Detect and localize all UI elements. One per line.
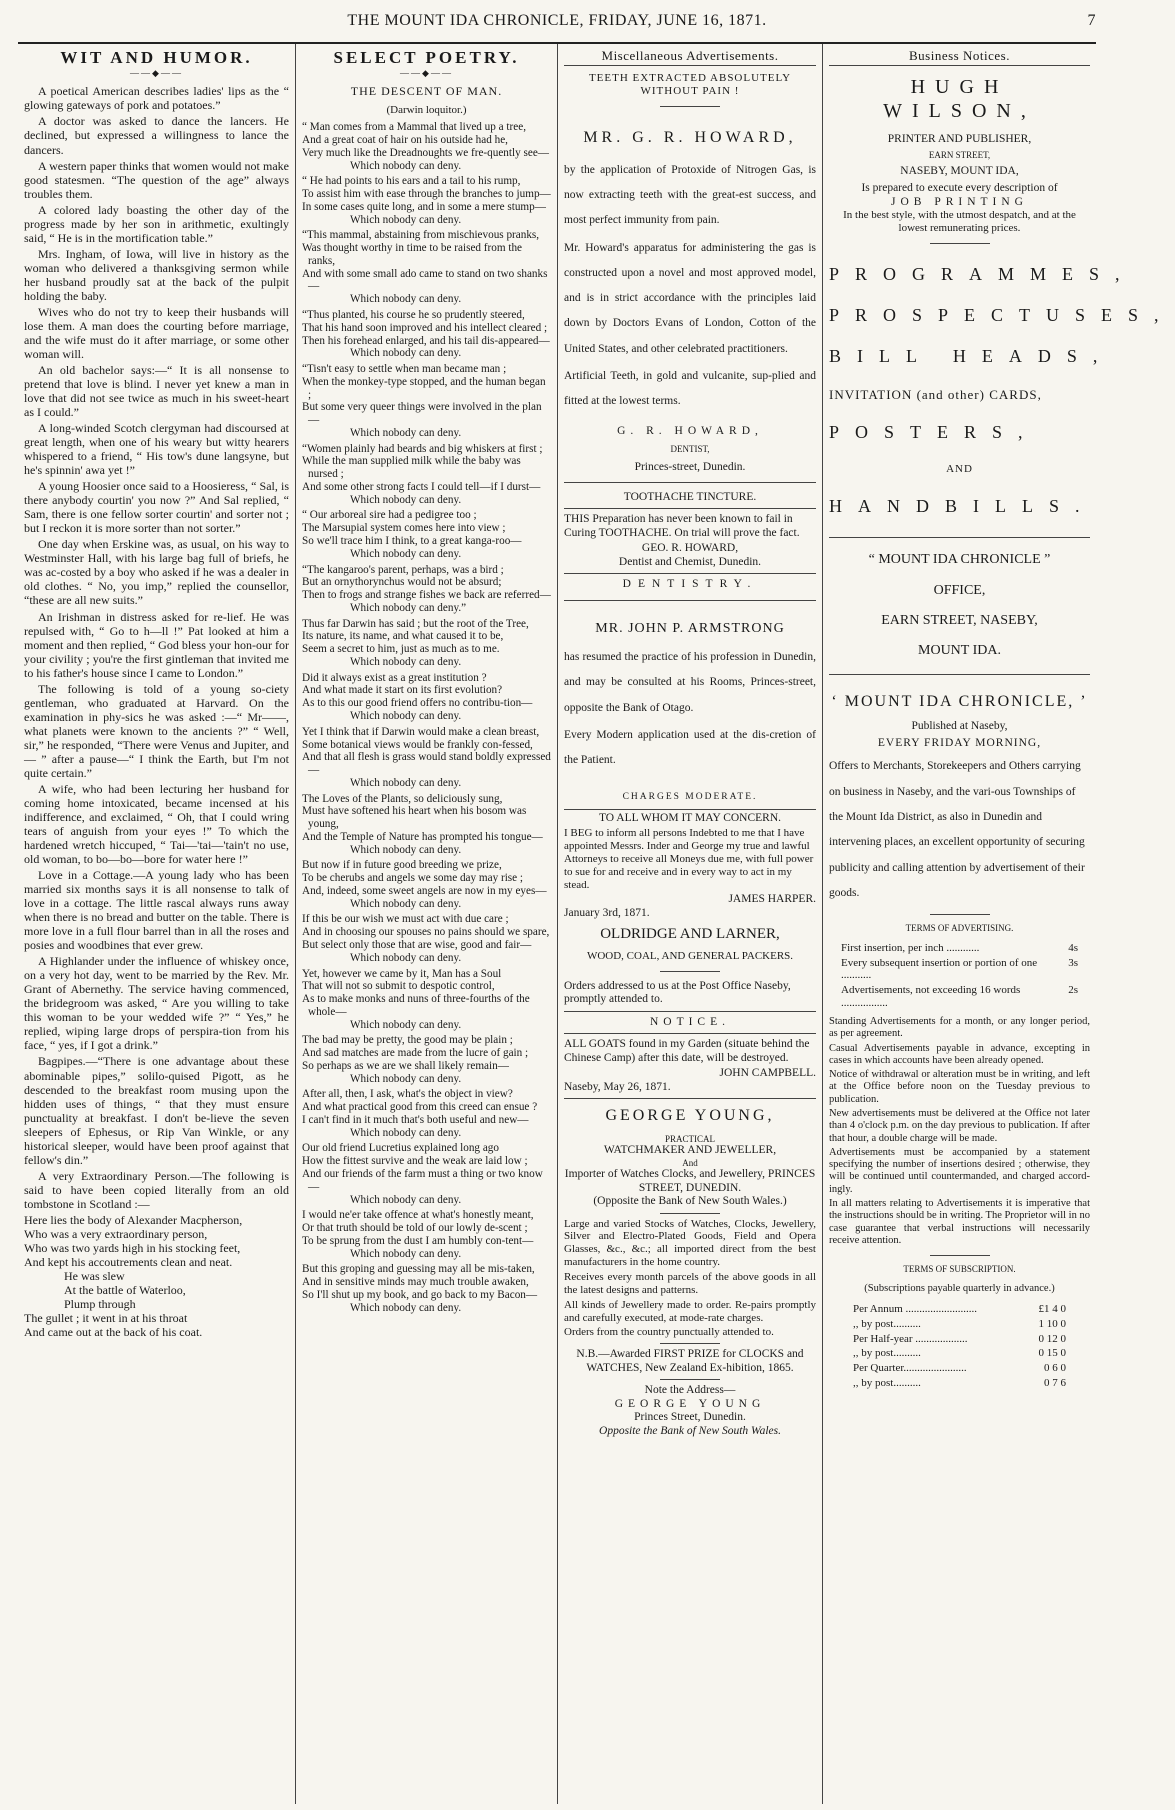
poem-refrain: Which nobody can deny.	[350, 1247, 462, 1260]
poem-stanza	[302, 363, 551, 440]
wit-heading: WIT AND HUMOR.	[60, 48, 253, 67]
poem-stanza	[302, 1088, 551, 1139]
howard-advertisement	[564, 158, 816, 415]
poem-stanza	[302, 1209, 551, 1260]
wit-column	[18, 44, 296, 1804]
wit-paragraph: A poetical American describes ladies' lips as the “ glowing gateways of pork and potatoes.”	[24, 84, 289, 113]
advertising-rate	[841, 984, 1078, 1010]
wit-paragraph: A western paper thinks that women would not make good statesmen. “The question of the age” always troubles them.	[24, 158, 289, 201]
howard-paragraph: Mr. Howard's apparatus for administering the gas is constructed upon a novel and most approved model, and is in strict accordance with the principles laid down by Doctors Evans of London, Cotton of the United States, and other celebrated practitioners.	[564, 241, 816, 355]
subscription-rate-price: 0 12 0	[1038, 1332, 1066, 1345]
poem-line: To assist him with ease through the branches to jump—	[302, 188, 551, 201]
poem-refrain: Which nobody can deny.	[350, 655, 462, 668]
printing-line: PROSPECTUSES,	[829, 305, 1175, 326]
poem-line: But now if in future good breeding we prize,	[302, 859, 502, 872]
notice-date: Naseby, May 26, 1871.	[564, 1080, 671, 1093]
poem-stanza	[302, 913, 551, 964]
poem-refrain: Which nobody can deny.	[350, 293, 462, 306]
poem-line: And in sensitive minds may much trouble awaken,	[302, 1276, 529, 1289]
poem-refrain: Which nobody can deny.	[350, 426, 462, 439]
notice-signature: JOHN CAMPBELL.	[719, 1067, 816, 1080]
young-paragraph: Large and varied Stocks of Watches, Clocks, Jewellery, Silver and Electro-Plated Goods, Field and Opera Glasses, &c., &c.; all imported direct from the best manufacturers in the home country.	[564, 1217, 816, 1269]
poem-line: I would ne'er take offence at what's honestly meant,	[302, 1209, 534, 1222]
poem-stanza	[302, 1263, 551, 1314]
poem-line: Yet I think that if Darwin would make a clean breast,	[302, 725, 540, 738]
poem-subtitle: (Darwin loquitor.)	[386, 104, 467, 117]
office-word: OFFICE,	[933, 582, 986, 598]
divider	[660, 1343, 720, 1344]
printing-line: BILL HEADS,	[829, 346, 1114, 367]
poem-line: “ Man comes from a Mammal that lived up a tree,	[302, 121, 526, 134]
poem-line: “ He had points to his ears and a tail to his rump,	[302, 175, 521, 188]
wit-paragraph: A Highlander under the influence of whiskey once, on a very hot day, went to be married by the Rev. Mr. Grant of Abernethy. The service having commenced, the bridegroom was asked, “ Are you willing to take this woman to be your wedded wife ?” “ Yes,” he replied, wiping large drops of perspira-tion from his face, “ yes, if I got a drink.”	[24, 954, 289, 1053]
divider	[660, 971, 720, 972]
poem-line: Must have softened his heart when his bosom was young,	[302, 805, 527, 831]
epitaph-line: And kept his accoutrements clean and neat.	[24, 1254, 233, 1269]
subscription-rate-label: Per Quarter.......................	[853, 1362, 967, 1375]
advertising-rate-label: Every subsequent insertion or portion of one ...........	[841, 956, 1038, 982]
poem-line: So perhaps as we are we shall likely remain—	[302, 1059, 509, 1072]
armstrong-advertisement	[564, 645, 816, 773]
wilson-street: EARN STREET,	[928, 150, 991, 161]
young-signature: GEORGE YOUNG	[614, 1397, 766, 1410]
office-town: MOUNT IDA.	[918, 643, 1001, 659]
poem-line: “The kangaroo's parent, perhaps, was a bird ;	[302, 563, 504, 576]
business-heading: Business Notices.	[909, 48, 1010, 63]
terms-paragraph: Advertisements must be accompanied by a statement specifying the number of insertions desired ; otherwise, they will be continued until countermanded, and charged accord-ingly.	[829, 1146, 1090, 1195]
poem-line: While the man supplied milk while the baby was nursed ;	[302, 455, 521, 481]
howard-title: DENTIST,	[670, 444, 710, 455]
wit-paragraph: Wives who do not try to keep their husbands will lose them. A man does the courting before marriage, and the wife must do it after marriage, or some other woman will.	[24, 304, 289, 361]
wit-paragraph: A colored lady boasting the other day of the progress made by her son in arithmetic, exultingly said, “ He is in the mortification table.”	[24, 202, 289, 245]
divider	[930, 1255, 990, 1256]
chronicle-published: Published at Naseby,	[911, 719, 1008, 732]
poem-line: Its nature, its name, and what caused it to be,	[302, 630, 504, 643]
charges-moderate: CHARGES MODERATE.	[622, 791, 758, 802]
howard-address: Princes-street, Dunedin.	[634, 460, 746, 473]
business-column	[823, 44, 1175, 1804]
poem-refrain: Which nobody can deny.	[350, 213, 462, 226]
subscription-rate-label: Per Half-year ...................	[853, 1332, 968, 1345]
epitaph-line: Who was a very extraordinary person,	[24, 1226, 208, 1241]
armstrong-name: MR. JOHN P. ARMSTRONG	[595, 620, 785, 636]
poem-line: The Loves of the Plants, so deliciously sung,	[302, 792, 503, 805]
howard-paragraph: Artificial Teeth, in gold and vulcanite, sup-plied and fitted at the lowest terms.	[564, 370, 816, 408]
poem-line: “Women plainly had beards and big whiskers at first ;	[302, 442, 543, 455]
masthead	[18, 0, 1096, 44]
poem-stanza	[302, 618, 551, 669]
young-paragraph: Receives every month parcels of the above goods in all the latest designs and patterns.	[564, 1270, 816, 1296]
wit-paragraph: A very Extraordinary Person.—The following is said to have been copied literally from an old tombstone in Scotland :—	[24, 1168, 289, 1211]
poem-stanza	[302, 726, 551, 790]
dentistry-headline: DENTISTRY.	[622, 578, 758, 591]
divider	[564, 573, 816, 574]
epitaph-line: And came out at the back of his coat.	[24, 1325, 203, 1340]
young-address: Princes Street, Dunedin.	[634, 1411, 746, 1424]
poem-line: Then to frogs and strange fishes we back are referred—	[302, 589, 551, 602]
poem-stanza	[302, 175, 551, 226]
wit-paragraph: A long-winded Scotch clergyman had discoursed at great length, when one of his weary but witty hearers whispered to a friend, “ His tow's dune langsyne, but he's spinnin' awa yet !”	[24, 421, 289, 478]
poem-line: Our old friend Lucretius explained long ago	[302, 1142, 499, 1155]
poetry-column	[296, 44, 558, 1804]
masthead-title: THE MOUNT IDA CHRONICLE, FRIDAY, JUNE 16, 1871.	[347, 12, 767, 29]
young-title: (Opposite the Bank of New South Wales.)	[593, 1195, 787, 1208]
subscription-rate-label: ,, by post..........	[853, 1317, 921, 1330]
poem-refrain: Which nobody can deny.	[350, 843, 462, 856]
poem-line: The bad may be pretty, the good may be plain ;	[302, 1034, 513, 1047]
poem-line: But an ornythorynchus would not be absurd;	[302, 576, 502, 589]
advertising-rate	[841, 942, 1078, 955]
office-name: “ MOUNT IDA CHRONICLE ”	[868, 552, 1051, 568]
notice-headline: NOTICE.	[649, 1015, 731, 1028]
terms-paragraphs	[829, 1016, 1090, 1247]
wit-paragraph: A doctor was asked to dance the lancers. He declined, but expressed a willingness to lance the dancers.	[24, 114, 289, 157]
divider	[564, 1098, 816, 1099]
poem-line: Some botanical views would be frankly con-fessed,	[302, 738, 533, 751]
printing-line: HANDBILLS.	[829, 496, 1096, 517]
poem-stanza	[302, 229, 551, 306]
poem-stanza	[302, 564, 551, 615]
ornament-divider: ——◆——	[130, 67, 183, 78]
epitaph	[24, 1213, 289, 1339]
young-paragraph: All kinds of Jewellery made to order. Re-pairs promptly and carefully executed, at mode-rate charges.	[564, 1298, 816, 1324]
poem-line: “Thus planted, his course he so prudently steered,	[302, 309, 525, 321]
wit-paragraph: Mrs. Ingham, of Iowa, will live in history as the woman who delivered a thanksgiving sermon while her husband proudly sat at the back of the pulpit holding the baby.	[24, 246, 289, 303]
divider	[660, 1213, 720, 1214]
wit-paragraph: One day when Erskine was, as usual, on his way to Westminster Hall, with his large bag full of briefs, he was ac-costed by a boy who asked if he was a dealer in old clothes. “ No, you imp,” replied the counsellor, “these are all new suits.”	[24, 537, 289, 608]
poem-refrain: Which nobody can deny.	[350, 1018, 462, 1031]
poem-stanza	[302, 509, 551, 560]
advertising-rate	[841, 957, 1078, 983]
divider	[660, 106, 720, 107]
poem-line: And with some small ado came to stand on two shanks—	[302, 267, 548, 293]
poem-line: And what practical good from this creed can ensue ?	[302, 1101, 538, 1114]
terms-paragraph: In all matters relating to Advertisements it is imperative that the instructions should be in writing. The Proprietor will in no case guarantee that verbal instructions will necessarily receive attention.	[829, 1197, 1090, 1246]
wilson-town: NASEBY, MOUNT IDA,	[900, 164, 1019, 177]
wilson-name: HUGH WILSON,	[883, 76, 1036, 122]
young-title: Importer of Watches Clocks, and Jewellery, PRINCES STREET, DUNEDIN.	[564, 1168, 816, 1194]
poem-line: When the monkey-type stopped, and the human began ;	[302, 375, 546, 401]
poem-stanza	[302, 672, 551, 723]
concern-date: January 3rd, 1871.	[564, 906, 650, 919]
wilson-title: PRINTER AND PUBLISHER,	[887, 132, 1032, 145]
poem-line: As to make monks and nuns of three-fourths of the whole—	[302, 993, 530, 1018]
advertising-rate-price: 3s	[1068, 956, 1078, 969]
poem-refrain: Which nobody can deny.	[350, 1193, 462, 1206]
wilson-text2: In the best style, with the utmost despatch, and at the lowest remunerating prices.	[843, 209, 1076, 235]
oldridge-name: OLDRIDGE AND LARNER,	[600, 926, 780, 943]
poem-refrain: Which nobody can deny.	[350, 1072, 462, 1085]
poem-line: “This mammal, abstaining from mischievous pranks,	[302, 229, 540, 242]
epitaph-line: Who was two yards high in his stocking feet,	[24, 1240, 241, 1255]
young-paragraph: Orders from the country punctually attended to.	[564, 1326, 774, 1339]
young-title: WATCHMAKER AND JEWELLER,	[603, 1144, 777, 1157]
poem-stanza	[302, 859, 551, 910]
howard-name: MR. G. R. HOWARD,	[583, 128, 797, 146]
young-note: Note the Address—	[644, 1384, 736, 1397]
wit-paragraph: An Irishman in distress asked for re-lief. He was repulsed with, “ Go to h—ll !” Pat looked at him a moment and then replied, “ God bless your hon-our for your civility ; you're the first gintleman that invited me to his father's house since I came to London.”	[24, 609, 289, 680]
poem-stanza	[302, 793, 551, 857]
poem-line: Was thought worthy in time to be raised from the ranks,	[302, 242, 523, 267]
poem-stanza	[302, 1034, 551, 1085]
poem-refrain: Which nobody can deny.	[350, 709, 462, 722]
poem-stanza	[302, 968, 551, 1032]
epitaph-line: The gullet ; it went in at his throat	[24, 1311, 188, 1326]
poem-line: Very much like the Dreadnoughts we fre-quently see—	[302, 146, 549, 159]
terms-paragraph: Notice of withdrawal or alteration must be in writing, and left at the Office before noon on the Tuesday previous to publication.	[829, 1069, 1090, 1105]
advertising-rate-price: 4s	[1068, 941, 1078, 954]
terms-subscription-heading: TERMS OF SUBSCRIPTION.	[903, 1264, 1016, 1275]
poem-line: Seem a secret to him, just as much as to me.	[302, 643, 500, 656]
poem-line: After all, then, I ask, what's the object in view?	[302, 1088, 513, 1101]
subscription-rate	[853, 1333, 1066, 1346]
poem-refrain: Which nobody can deny.	[350, 897, 462, 910]
divider	[829, 537, 1090, 538]
poem-line: But this groping and guessing may all be mis-taken,	[302, 1263, 535, 1276]
poem-refrain: Which nobody can deny.	[350, 951, 462, 964]
printing-line: INVITATION (and other) CARDS,	[829, 387, 1042, 403]
tincture-signature: GEO. R. HOWARD,	[641, 542, 739, 555]
young-title: PRACTICAL	[664, 1133, 715, 1144]
poem-line: I can't find in it much that's both useful and new—	[302, 1113, 529, 1126]
young-advertisement	[564, 1218, 816, 1340]
armstrong-paragraph: Every Modern application used at the dis-cretion of the Patient.	[564, 729, 816, 767]
wit-paragraph: A wife, who had been lecturing her husband for coming home intoxicated, became incensed at his indifference, and exclaimed, “ Oh, that I could wring tears of anguish from your eyes !” To which the hardened wretch hiccuped, “ Tai—'tai—'tain't no use, old woman, to bo—bo—bore for water here !”	[24, 781, 289, 867]
subscription-rate	[853, 1303, 1066, 1316]
poem-stanza	[302, 309, 551, 360]
divider	[829, 65, 1090, 66]
tincture-subtitle: Dentist and Chemist, Dunedin.	[618, 555, 762, 568]
poem-line: And sad matches are made from the lucre of gain ;	[302, 1047, 529, 1060]
divider	[564, 809, 816, 810]
poem-line: And a great coat of hair on his outside had he,	[302, 134, 508, 147]
terms-subscription	[829, 1303, 1090, 1390]
epitaph-line: At the battle of Waterloo,	[64, 1282, 186, 1297]
subscription-rate	[853, 1347, 1066, 1360]
advertising-rate-label: Advertisements, not exceeding 16 words .................	[841, 984, 1021, 1010]
poem-line: “ Our arboreal sire had a pedigree too ;	[302, 509, 477, 522]
terms-advertising	[829, 942, 1090, 1010]
wit-paragraph: Bagpipes.—“There is one advantage about these abominable pipes,” solilo-quised Pigott, as he descended to the breakfast room musing upon the hidden uses of things, “ that they must ensure punctuality at breakfast. I don't be-lieve the seven sleepers of Ephesus, or Rip Van Winkle, or any historical sleeper, would have been proof against that fellow's din.”	[24, 1054, 289, 1167]
advertising-rate-label: First insertion, per inch ............	[841, 941, 980, 954]
poem-refrain: Which nobody can deny.	[350, 1301, 462, 1314]
poem-line: And some other strong facts I could tell—if I durst—	[302, 480, 541, 493]
subscription-rate	[853, 1377, 1066, 1390]
wit-paragraph: An old bachelor says:—“ It is all nonsense to pretend that love is blind. I never yet knew a man in love that did not see twice as much in his sweet-heart as I could.”	[24, 362, 289, 420]
poem-line: To be sprung from the dust I am humbly con-tent—	[302, 1234, 534, 1247]
poem-line: And in choosing our spouses no pains should we spare,	[302, 926, 550, 939]
subscription-rate-price: 0 6 0	[1044, 1362, 1066, 1375]
young-title: And	[682, 1157, 698, 1168]
poem-line: How the fittest survive and the weak are laid low ;	[302, 1155, 528, 1168]
poem-refrain: Which nobody can deny.”	[350, 601, 467, 614]
poem-line: That his hand soon improved and his intellect cleared ;	[302, 321, 548, 334]
teeth-headline: TEETH EXTRACTED ABSOLUTELY WITHOUT PAIN !	[588, 72, 792, 98]
poem-line: As to this our good friend offers no contribu-tion—	[302, 697, 533, 710]
poem-line: But some very queer things were involved in the plan—	[302, 401, 542, 427]
epitaph-line: He was slew	[64, 1268, 125, 1283]
poem-line: And what made it start on its first evolution?	[302, 684, 503, 697]
poem-line: That will not so submit to despotic control,	[302, 980, 495, 993]
poem-line: And, indeed, some sweet angels are now in my eyes—	[302, 884, 547, 897]
poem-line: Yet, however we came by it, Man has a Soul	[302, 967, 502, 980]
oldridge-text: Orders addressed to us at the Post Office Naseby, promptly attended to.	[564, 979, 791, 1006]
printing-line: POSTERS,	[829, 422, 1039, 443]
wit-paragraph: The following is told of a young so-ciety gentleman, who graduated at Harvard. On the examination in phy-sics he was asked :—“ Mr——, what planets were known to the ancients ?” “ Well, sir,” he responded, “There were Venus and Jupiter, and — ” after a pause—“ I think the Earth, but I'm not quite certain.”	[24, 681, 289, 780]
job-printing: JOB PRINTING	[891, 195, 1028, 208]
ornament-divider: ——◆——	[400, 67, 453, 78]
terms-paragraph: New advertisements must be delivered at the Office not later than 4 o'clock p.m. on the day previous to publication. If after that hour, a double charge will be made.	[829, 1108, 1090, 1144]
subscription-rate-price: £1 4 0	[1038, 1302, 1066, 1315]
poem-line: If this be our wish we must act with due care ;	[302, 913, 509, 926]
poem-refrain: Which nobody can deny.	[350, 776, 462, 789]
oldridge-subtitle: WOOD, COAL, AND GENERAL PACKERS.	[586, 949, 794, 962]
wit-paragraphs	[24, 84, 289, 1210]
poem-line: “Tisn't easy to settle when man became man ;	[302, 363, 507, 376]
subscription-rate-label: ,, by post..........	[853, 1347, 921, 1360]
poem-body	[302, 121, 551, 1314]
divider	[829, 674, 1090, 675]
poem-line: And the Temple of Nature has prompted his tongue—	[302, 830, 543, 843]
poem-title: THE DESCENT OF MAN.	[350, 84, 503, 99]
young-opposite: Opposite the Bank of New South Wales.	[599, 1424, 781, 1437]
armstrong-paragraph: has resumed the practice of his profession in Dunedin, and may be consulted at his Rooms, Princes-street, opposite the Bank of Otago.	[564, 651, 816, 714]
poem-line: To be cherubs and angels we some day may rise ;	[302, 872, 524, 885]
misc-heading: Miscellaneous Advertisements.	[601, 48, 779, 63]
poem-line: Did it always exist as a great institution ?	[302, 671, 487, 684]
epitaph-line: Here lies the body of Alexander Macpherson,	[24, 1212, 243, 1227]
concern-headline: TO ALL WHOM IT MAY CONCERN.	[598, 811, 782, 824]
divider	[564, 508, 816, 509]
chronicle-title: ‘ MOUNT IDA CHRONICLE, ’	[831, 692, 1088, 710]
poem-line: In some cases quite long, and in some a mere stump—	[302, 200, 546, 213]
office-street: EARN STREET, NASEBY,	[881, 613, 1038, 629]
howard-paragraph: by the application of Protoxide of Nitrogen Gas, is now extracting teeth with the great-est success, and most perfect immunity from pain.	[564, 163, 816, 227]
divider	[564, 1011, 816, 1012]
epitaph-line: Plump through	[64, 1297, 136, 1312]
divider	[930, 243, 990, 244]
divider	[564, 65, 816, 66]
young-name: GEORGE YOUNG,	[605, 1106, 775, 1124]
poem-line: But select only those that are wise, good and fair—	[302, 938, 532, 951]
misc-ads-column	[558, 44, 823, 1804]
terms-paragraph: Casual Advertisements payable in advance, excepting in cases in which accounts have been already opened.	[829, 1042, 1090, 1066]
poem-line: Then his forehead enlarged, and his tail dis-appeared—	[302, 334, 550, 347]
concern-text: I BEG to inform all persons Indebted to me that I have appointed Messrs. Inder and George my true and lawful Attorneys to receive all Moneys due me, with full power to sue for and receive and in every way to act in my stead.	[564, 827, 814, 891]
poem-refrain: Which nobody can deny.	[350, 547, 462, 560]
subscription-rate-price: 0 7 6	[1044, 1377, 1066, 1390]
notice-text: ALL GOATS found in my Garden (situate behind the Chinese Camp) after this date, will be destroyed.	[564, 1038, 810, 1064]
subscription-rate	[853, 1318, 1066, 1331]
wilson-text: Is prepared to execute every description of	[861, 182, 1058, 195]
wit-paragraph: Love in a Cottage.—A young lady who has been married six months says it is all nonsense to talk of love in a cottage. The little rascal always runs away when there is no bread and butter on the table. There is more love in a full flour barrel than in all the roses and posies and woodbines that ever grew.	[24, 868, 289, 953]
divider	[660, 1379, 720, 1380]
poem-stanza	[302, 443, 551, 507]
subscription-rate-label: ,, by post..........	[853, 1377, 921, 1390]
poetry-heading: SELECT POETRY.	[333, 48, 520, 67]
poem-stanza	[302, 1142, 551, 1206]
divider	[564, 482, 816, 483]
poem-refrain: Which nobody can deny.	[350, 347, 462, 360]
poem-refrain: Which nobody can deny.	[350, 493, 462, 506]
chronicle-text: Offers to Merchants, Storekeepers and Others carrying on business in Naseby, and the vari-ous Townships of the Mount Ida District, as also in Dunedin and intervening places, an excellent opportunity of securing publicity and calling attention by advertisement of their goods.	[829, 760, 1085, 899]
terms-advertising-heading: TERMS OF ADVERTISING.	[905, 923, 1014, 934]
tincture-headline: TOOTHACHE TINCTURE.	[623, 491, 757, 504]
chronicle-day: EVERY FRIDAY MORNING,	[877, 737, 1042, 749]
poem-refrain: Which nobody can deny.	[350, 159, 462, 172]
tincture-text: THIS Preparation has never been known to fail in Curing TOOTHACHE. On trial will prove the fact.	[564, 513, 800, 539]
advertising-rate-price: 2s	[1068, 984, 1078, 997]
poem-line: And that all flesh is grass would stand boldly expressed—	[302, 751, 551, 777]
young-award: N.B.—Awarded FIRST PRIZE for CLOCKS and WATCHES, New Zealand Ex-hibition, 1865.	[576, 1348, 804, 1374]
printing-line: AND	[946, 463, 973, 476]
poem-line: And our friends of the farm must a thing or two know—	[302, 1168, 543, 1193]
wit-paragraph: A young Hoosier once said to a Hoosieress, “ Sal, is there anybody courtin' you now ?” And Sal replied, “ Sam, there is one fellow sorter courtin' and sorter not ; but I reckon it is more sorter than not sorter.”	[24, 479, 289, 536]
poem-refrain: Which nobody can deny.	[350, 1126, 462, 1139]
page-number: 7	[1087, 12, 1096, 29]
poem-stanza	[302, 121, 551, 172]
poem-line: So we'll trace him I think, to a great kanga-roo—	[302, 535, 522, 548]
poem-line: Or that truth should be told of our lowly de-scent ;	[302, 1222, 528, 1235]
terms-subscription-note: (Subscriptions payable quarterly in advance.)	[864, 1282, 1055, 1294]
subscription-rate-price: 0 15 0	[1038, 1347, 1066, 1360]
subscription-rate-price: 1 10 0	[1038, 1317, 1066, 1330]
terms-paragraph: Standing Advertisements for a month, or any longer period, as per agreement.	[829, 1016, 1090, 1040]
poem-line: Thus far Darwin has said ; but the root of the Tree,	[302, 617, 529, 630]
divider	[564, 1033, 816, 1034]
poem-line: So I'll shut up my book, and go back to my Bacon—	[302, 1288, 538, 1301]
poem-line: The Marsupial system comes here into view ;	[302, 522, 506, 535]
printing-line: PROGRAMMES,	[829, 264, 1136, 285]
howard-signature: G. R. HOWARD,	[617, 424, 763, 437]
subscription-rate-label: Per Annum ..........................	[853, 1302, 978, 1315]
concern-signature: JAMES HARPER.	[728, 893, 816, 906]
subscription-rate	[853, 1362, 1066, 1375]
divider	[930, 914, 990, 915]
divider	[564, 600, 816, 601]
printing-lines	[829, 264, 1175, 517]
